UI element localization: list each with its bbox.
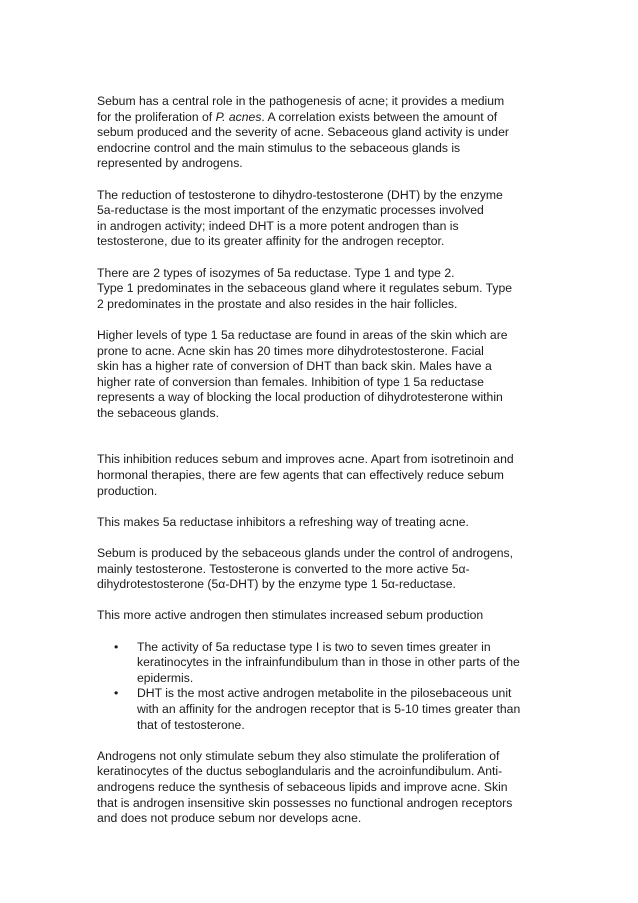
bullet-item-2 <box>114 686 547 733</box>
paragraph-closing <box>97 749 547 827</box>
text-line: dihydrotestosterone (5α-DHT) by the enzyme type 1 5α-reductase. <box>97 577 456 592</box>
document-body <box>97 94 547 842</box>
text-line: Androgens not only stimulate sebum they also stimulate the proliferation of <box>97 748 500 763</box>
text-line: keratinocytes of the ductus seboglandularis and the acroinfundibulum. Anti- <box>97 764 503 779</box>
text-line: Type 1 predominates in the sebaceous gland where it regulates sebum. Type <box>97 281 513 296</box>
text-line: epidermis. <box>137 670 194 685</box>
text-line: and does not produce sebum nor develops acne. <box>97 811 362 826</box>
text-line: androgens reduce the synthesis of sebaceous lipids and improve acne. Skin <box>97 779 508 794</box>
text-line: prone to acne. Acne skin has 20 times more dihydrotestosterone. Facial <box>97 343 484 358</box>
text-line: The activity of 5a reductase type I is two to seven times greater in <box>137 639 491 654</box>
bullet-list <box>97 640 547 734</box>
text-line: skin has a higher rate of conversion of DHT than back skin. Males have a <box>97 359 492 374</box>
paragraph-p4 <box>97 328 547 422</box>
text-line: This more active androgen then stimulates increased sebum production <box>97 608 484 623</box>
text-line: for the proliferation of P. acnes. A correlation exists between the amount of <box>97 109 498 124</box>
text-line: represents a way of blocking the local production of dihydrotesterone within <box>97 390 503 405</box>
text-line: that is androgen insensitive skin possesses no functional androgen receptors <box>97 795 513 810</box>
text-line: represented by androgens. <box>97 156 243 171</box>
text-line: Sebum is produced by the sebaceous glands under the control of androgens, <box>97 546 514 561</box>
text-line: keratinocytes in the infrainfundibulum than in those in other parts of the <box>137 655 520 670</box>
text-line: Sebum has a central role in the pathogenesis of acne; it provides a medium <box>97 94 505 108</box>
text-line: endocrine control and the main stimulus to the sebaceous glands is <box>97 140 461 155</box>
text-line: There are 2 types of isozymes of 5a reductase. Type 1 and type 2. <box>97 265 455 280</box>
text-line: sebum produced and the severity of acne. Sebaceous gland activity is under <box>97 125 509 140</box>
text-line: mainly testosterone. Testosterone is converted to the more active 5α- <box>97 561 470 576</box>
paragraph-p7 <box>97 546 547 593</box>
text-line: with an affinity for the androgen receptor that is 5-10 times greater than <box>137 701 521 716</box>
italic-term: P. acnes <box>215 109 262 124</box>
paragraph-p8 <box>97 608 547 624</box>
text-line: testosterone, due to its greater affinity for the androgen receptor. <box>97 234 445 249</box>
text-line: DHT is the most active androgen metabolite in the pilosebaceous unit <box>137 686 512 701</box>
text-line: production. <box>97 483 158 498</box>
text-line: hormonal therapies, there are few agents that can effectively reduce sebum <box>97 468 504 483</box>
bullet-marker: • <box>114 686 119 701</box>
bullet-item-1 <box>114 640 547 687</box>
text-line: The reduction of testosterone to dihydro-testosterone (DHT) by the enzyme <box>97 187 503 202</box>
text-line: Higher levels of type 1 5a reductase are found in areas of the skin which are <box>97 327 508 342</box>
text-line: 2 predominates in the prostate and also resides in the hair follicles. <box>97 296 458 311</box>
text-line: in androgen activity; indeed DHT is a more potent androgen than is <box>97 218 459 233</box>
paragraph-p2 <box>97 188 547 250</box>
text-line: 5a-reductase is the most important of the enzymatic processes involved <box>97 203 484 218</box>
text-line: This makes 5a reductase inhibitors a refreshing way of treating acne. <box>97 514 469 529</box>
paragraph-p6 <box>97 515 547 531</box>
text-line: higher rate of conversion than females. Inhibition of type 1 5a reductase <box>97 374 484 389</box>
paragraph-p1 <box>97 94 547 172</box>
text-line: that of testosterone. <box>137 717 245 732</box>
paragraph-p3 <box>97 266 547 313</box>
text-line: the sebaceous glands. <box>97 405 219 420</box>
text-line: This inhibition reduces sebum and improves acne. Apart from isotretinoin and <box>97 452 514 467</box>
paragraph-p5 <box>97 452 547 499</box>
bullet-marker: • <box>114 639 119 654</box>
